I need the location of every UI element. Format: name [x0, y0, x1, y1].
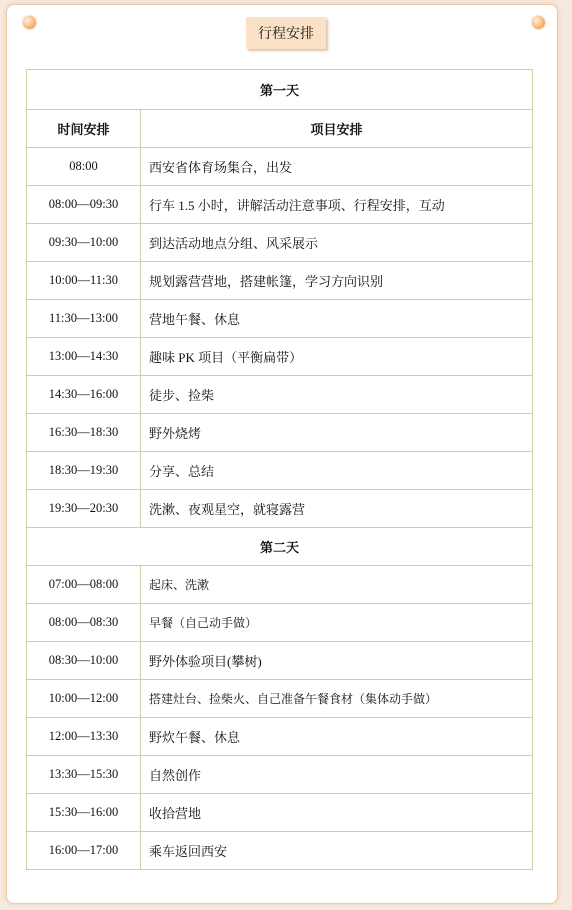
item-cell: 野外烧烤: [141, 414, 533, 452]
table-header: [27, 110, 533, 148]
table-row: [27, 604, 533, 642]
time-cell: 08:00: [27, 148, 141, 186]
item-cell: 起床、洗漱: [141, 566, 533, 604]
item-cell: 趣味 PK 项目（平衡扁带）: [141, 338, 533, 376]
time-cell: 08:30—10:00: [27, 642, 141, 680]
page-title: 行程安排: [246, 17, 326, 49]
orange-dot-icon: [23, 16, 36, 29]
item-cell: 乘车返回西安: [141, 832, 533, 870]
time-cell: 11:30—13:00: [27, 300, 141, 338]
time-cell: 13:00—14:30: [27, 338, 141, 376]
item-cell: 徒步、捡柴: [141, 376, 533, 414]
item-cell: 营地午餐、休息: [141, 300, 533, 338]
day1-label: 第一天: [27, 70, 533, 110]
time-cell: 08:00—08:30: [27, 604, 141, 642]
header-time: 时间安排: [27, 110, 141, 148]
header-item: 项目安排: [141, 110, 533, 148]
time-cell: 18:30—19:30: [27, 452, 141, 490]
day-row: [27, 528, 533, 566]
table-row: [27, 794, 533, 832]
table-row: [27, 300, 533, 338]
table-row: [27, 718, 533, 756]
table-row: [27, 452, 533, 490]
item-cell: 到达活动地点分组、风采展示: [141, 224, 533, 262]
time-cell: 08:00—09:30: [27, 186, 141, 224]
item-cell: 野外体验项目(攀树): [141, 642, 533, 680]
day2-label: 第二天: [27, 528, 533, 566]
table-row: [27, 376, 533, 414]
time-cell: 19:30—20:30: [27, 490, 141, 528]
item-cell: 自然创作: [141, 756, 533, 794]
item-cell: 规划露营营地，搭建帐篷，学习方向识别: [141, 262, 533, 300]
item-cell: 早餐（自己动手做）: [141, 604, 533, 642]
time-cell: 16:30—18:30: [27, 414, 141, 452]
table-row: [27, 224, 533, 262]
orange-dot-icon: [532, 16, 545, 29]
time-cell: 10:00—11:30: [27, 262, 141, 300]
table-row: [27, 566, 533, 604]
time-cell: 07:00—08:00: [27, 566, 141, 604]
time-cell: 14:30—16:00: [27, 376, 141, 414]
item-cell: 行车 1.5 小时，讲解活动注意事项、行程安排，互动: [141, 186, 533, 224]
time-cell: 15:30—16:00: [27, 794, 141, 832]
table-row: [27, 148, 533, 186]
item-cell: 搭建灶台、捡柴火、自己准备午餐食材（集体动手做）: [141, 680, 533, 718]
table-row: [27, 756, 533, 794]
item-cell: 西安省体育场集合，出发: [141, 148, 533, 186]
time-cell: 12:00—13:30: [27, 718, 141, 756]
table-row: [27, 338, 533, 376]
day-row: [27, 70, 533, 110]
item-cell: 洗漱、夜观星空，就寝露营: [141, 490, 533, 528]
time-cell: 10:00—12:00: [27, 680, 141, 718]
table-row: [27, 642, 533, 680]
item-cell: 分享、总结: [141, 452, 533, 490]
time-cell: 16:00—17:00: [27, 832, 141, 870]
item-cell: 野炊午餐、休息: [141, 718, 533, 756]
table-row: [27, 832, 533, 870]
time-cell: 13:30—15:30: [27, 756, 141, 794]
table-row: [27, 414, 533, 452]
table-row: [27, 680, 533, 718]
item-cell: 收拾营地: [141, 794, 533, 832]
time-cell: 09:30—10:00: [27, 224, 141, 262]
table-row: [27, 262, 533, 300]
table-row: [27, 490, 533, 528]
table-row: [27, 186, 533, 224]
schedule-table: [26, 69, 533, 870]
